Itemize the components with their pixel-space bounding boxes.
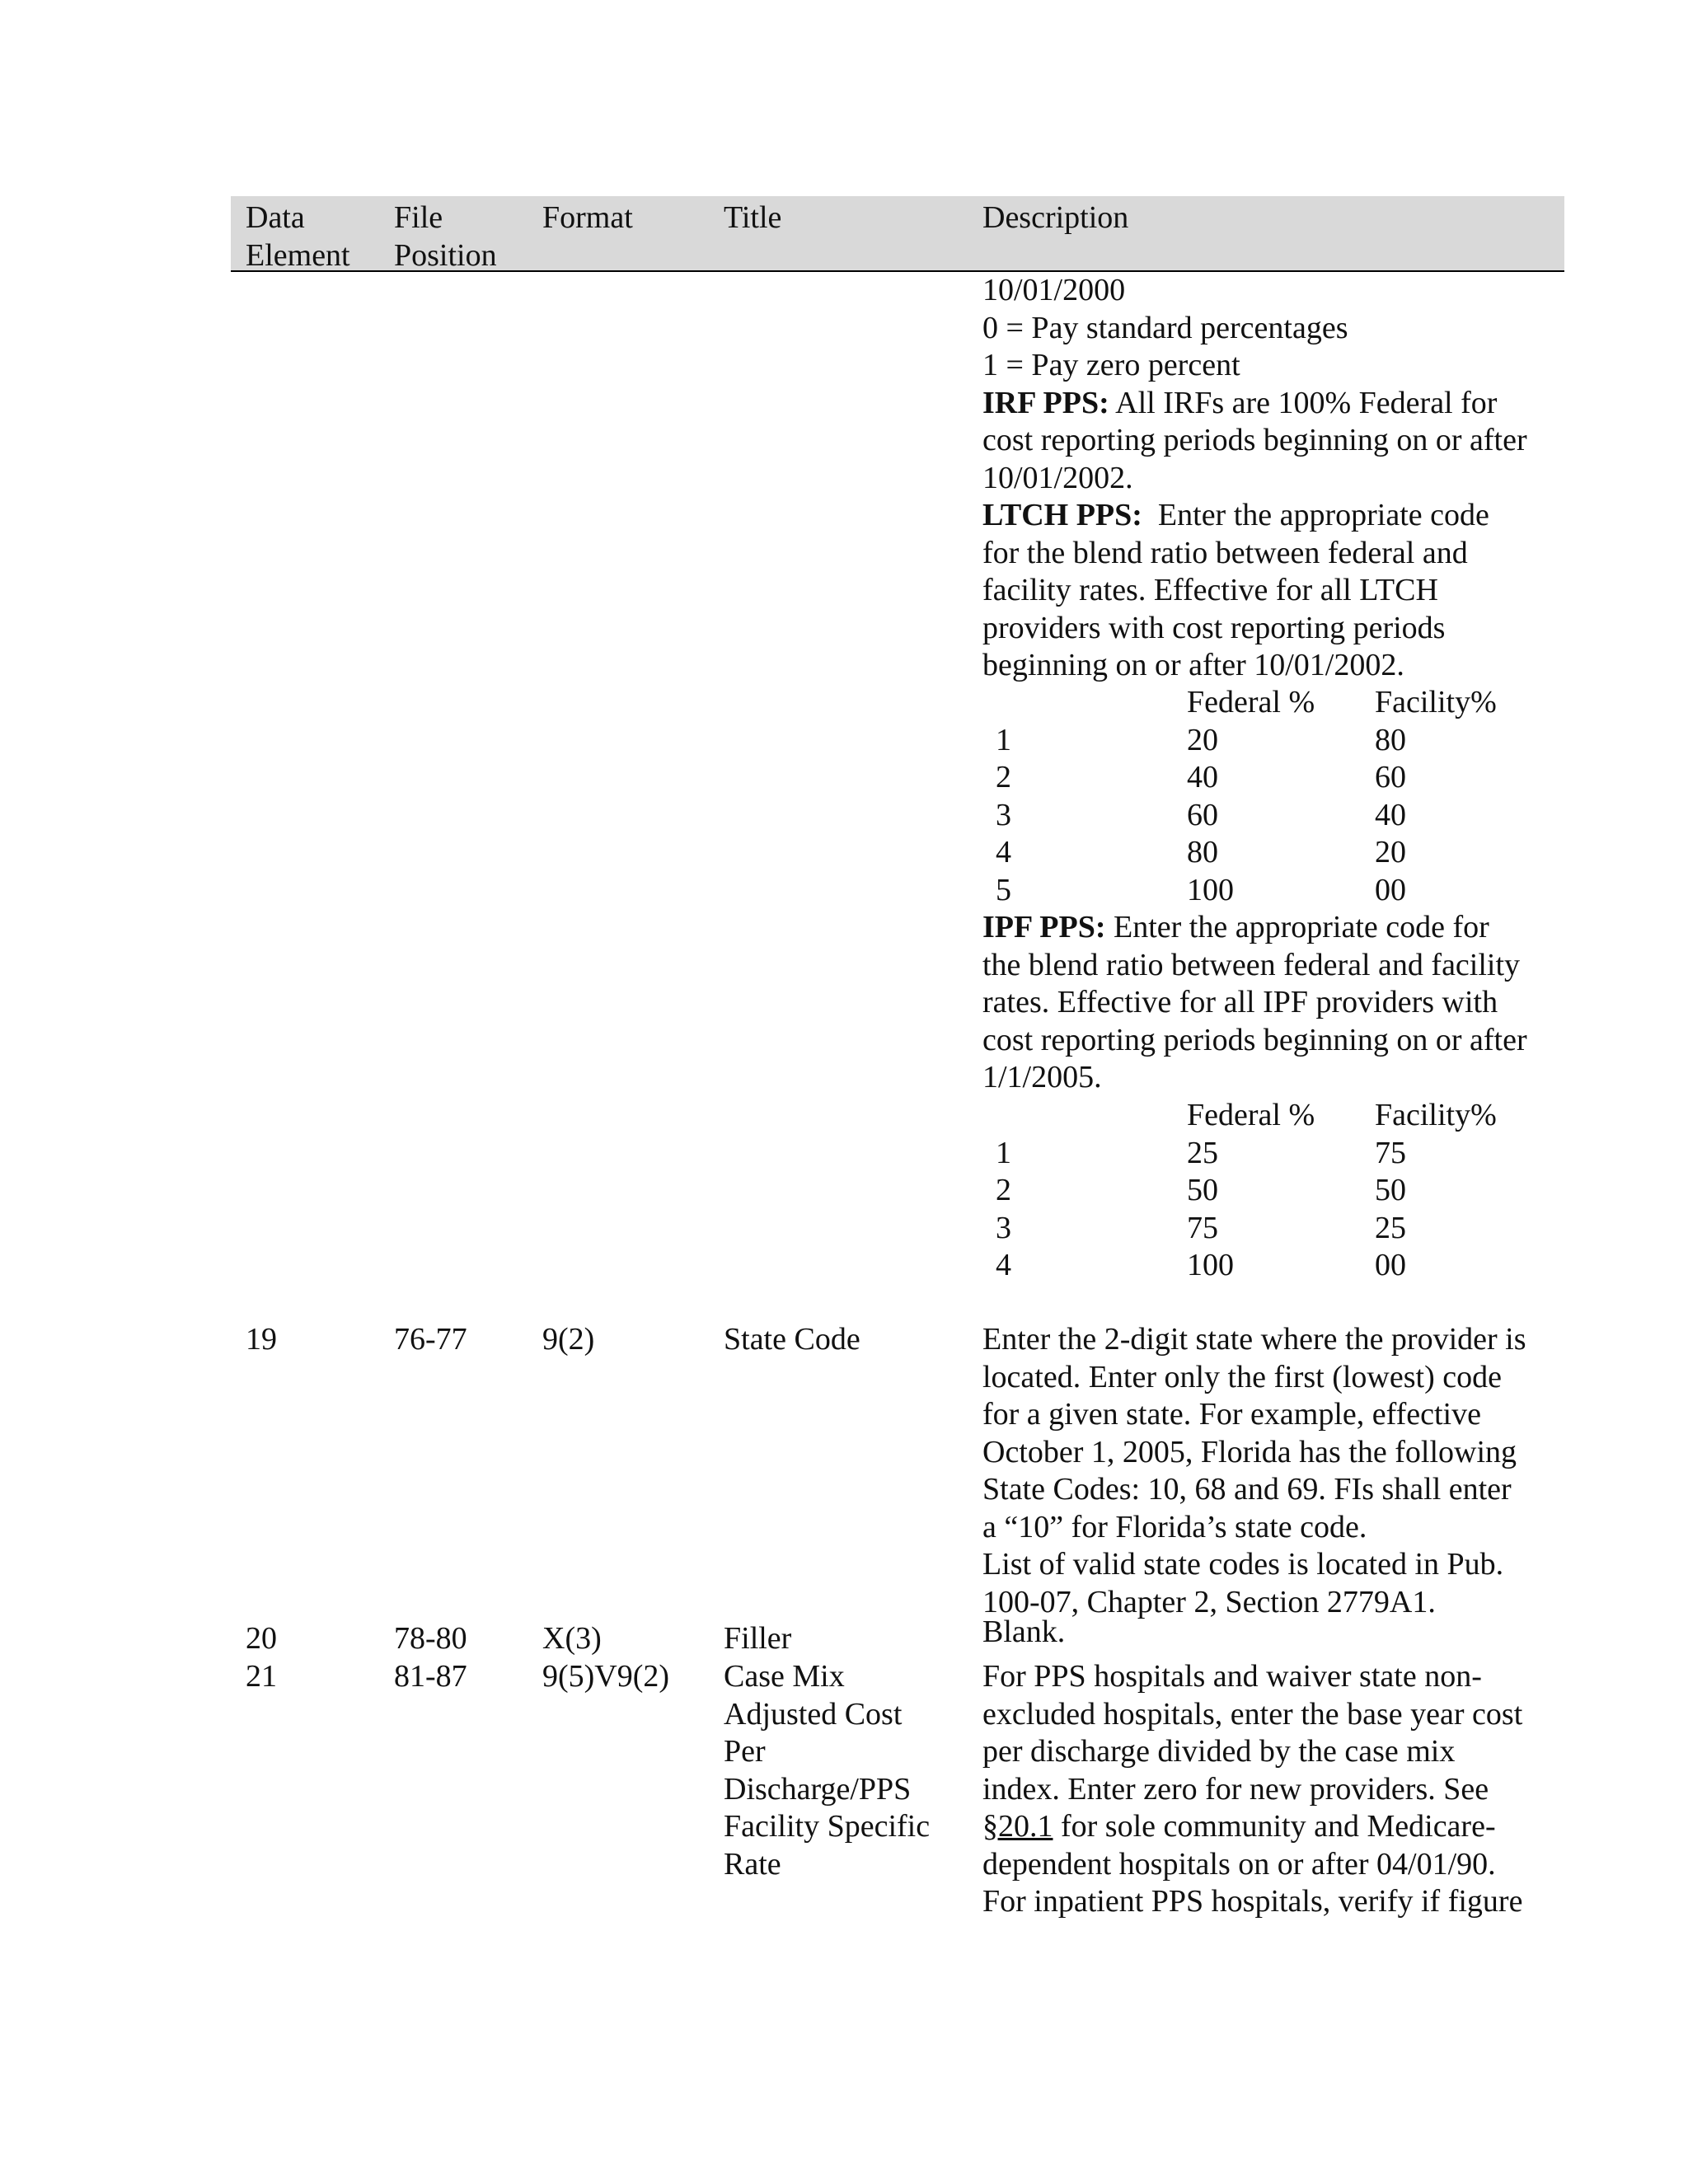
text-line: index. Enter zero for new providers. See [982,1771,1489,1807]
header-file-position: File Position [394,200,497,273]
text-line: excluded hospitals, enter the base year cost [982,1696,1523,1732]
row-19-element: 19 [246,1322,277,1357]
text-line: 1 = Pay zero percent [982,348,1240,382]
table-header [231,196,1564,272]
text-line: beginning on or after 10/01/2002. [982,648,1404,682]
text-line: 100-07, Chapter 2, Section 2779A1. [982,1584,1436,1619]
text-line: dependent hospitals on or after 04/01/90. [982,1846,1496,1882]
text-line: per discharge divided by the case mix [982,1734,1456,1769]
row-20-element: 20 [246,1621,277,1656]
text-line: 10/01/2000 [982,273,1126,307]
ltch-line: LTCH PPS: Enter the appropriate code [982,498,1489,532]
text-line: 1/1/2005. [982,1060,1102,1094]
row-19-title: State Code [724,1322,860,1357]
document-page: Data Element File Position Format Title Description 10/01/2000 0 = Pay standard percentages 1 = Pay zero percent IRF PPS: All IRFs are 100% Federal for cost reporting periods beginning on or after 10/01/2002. LTCH PPS: Enter the appropriate code for the blend ratio between federal and facility rates. Effective for all LTCH providers with cost reporting periods beginning on or after 10/01/2002. Federal % Facility% 1 20 80 2 40 60 3 60 40 4 80 20 5 100 00 IPF PPS: Enter the appropriate code for the blend ratio between federal and facility rates. Effective for all IPF providers with cost reporting periods beginning on or after 1/1/2005. Federal % Facility% 1 25 75 2 50 50 3 75 25 4 100 00 19 76-77 9(2) State Code Enter the 2-digit state where the provider is located. Enter only the first (lowest) code for a given state. For example, effective October 1, 2005, Florida has the following State Codes: 10, 68 and 69. FIs shall enter a “10” for Florida’s state code. List of valid state codes is located in Pub. 100-07, Chapter 2, Section 2779A1. 20 78-80 X(3) Filler Blank. 21 81-87 9(5)V9(2) Case Mix Adjusted Cost Per Discharge/PPS Facility Specific Rate For PPS hospitals and waiver state non- excluded hospitals, enter the base year cost per discharge divided by the case mix index. Enter zero for new providers. See §20.1 for sole community and Medicare- dependent hospitals on or after 04/01/90. For inpatient PPS hospitals, verify if figure [0,0,1688,2184]
irf-line: IRF PPS: All IRFs are 100% Federal for [982,385,1498,420]
text-line: 10/01/2002. [982,460,1133,495]
header-title: Title [724,200,782,235]
text-line: cost reporting periods beginning on or after [982,1022,1527,1057]
row-20-format: X(3) [542,1621,602,1656]
row-20-position: 78-80 [394,1621,467,1656]
text-line: located. Enter only the first (lowest) code [982,1359,1502,1394]
ipf-description [982,909,1559,1097]
row-19-format: 9(2) [542,1322,595,1357]
row-19-position: 76-77 [394,1322,467,1357]
row-21-format: 9(5)V9(2) [542,1659,670,1694]
text-line: 0 = Pay standard percentages [982,310,1348,345]
text-line: facility rates. Effective for all LTCH [982,573,1438,607]
text-line: State Codes: 10, 68 and 69. FIs shall enter [982,1472,1512,1507]
text-line: the blend ratio between federal and facility [982,947,1521,982]
row-21-title: Case Mix Adjusted Cost Per Discharge/PPS Facility Specific Rate [724,1659,931,1882]
row-21-element: 21 [246,1659,277,1694]
text-line: List of valid state codes is located in Pub. [982,1547,1504,1582]
text-line: rates. Effective for all IPF providers with [982,985,1498,1019]
header-data-element: Data Element [246,200,350,273]
header-format: Format [542,200,633,235]
text-line: for a given state. For example, effective [982,1397,1481,1432]
header-description: Description [982,200,1129,235]
text-line: For inpatient PPS hospitals, verify if figure [982,1884,1523,1919]
text-line: October 1, 2005, Florida has the following [982,1434,1517,1469]
text-line: Enter the 2-digit state where the provider is [982,1322,1526,1357]
text-line: for the blend ratio between federal and [982,535,1468,570]
text-line: providers with cost reporting periods [982,610,1446,645]
row-19-description [982,1321,1559,1621]
row-20-description: Blank. [982,1615,1066,1649]
row-21-position: 81-87 [394,1659,467,1694]
section-20-1-link[interactable]: §20.1 [982,1809,1053,1844]
continued-description [982,272,1559,685]
row-21-description [982,1658,1559,1921]
text-line: a “10” for Florida’s state code. [982,1509,1367,1544]
ipf-line: IPF PPS: Enter the appropriate code for [982,910,1489,944]
text-line: cost reporting periods beginning on or after [982,423,1527,457]
row-20-title: Filler [724,1621,792,1656]
link-line: §20.1 for sole community and Medicare- [982,1809,1496,1844]
text-line: For PPS hospitals and waiver state non- [982,1659,1482,1694]
